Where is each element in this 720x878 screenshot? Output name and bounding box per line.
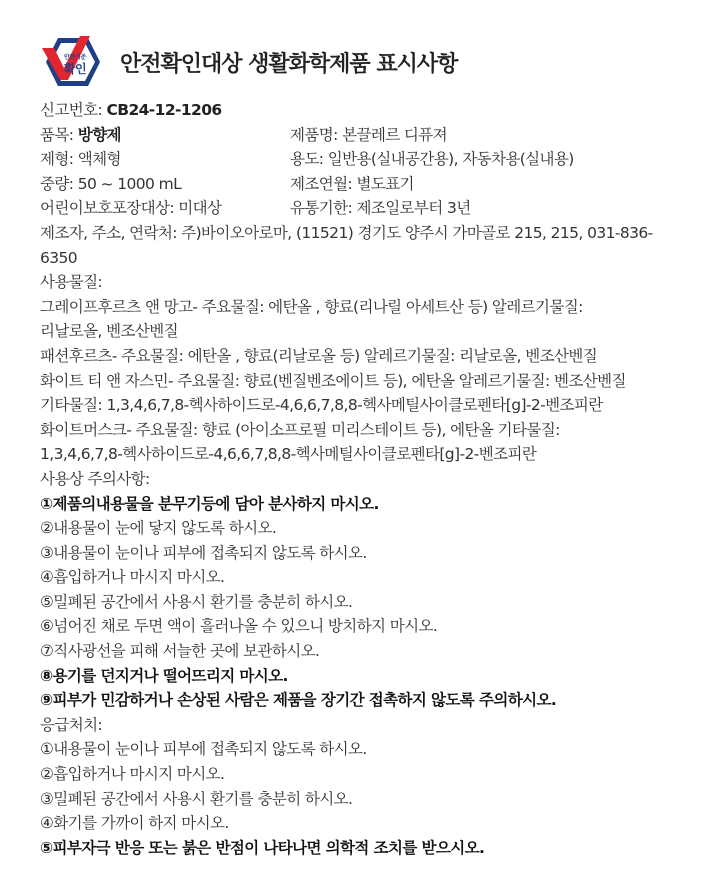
list-number: ⑤ (40, 838, 53, 857)
maker-line-1: 제조자, 주소, 연락처: 주)바이오아로마, (11521) 경기도 양주시 가마골로 215, 215, 031-836- (40, 223, 653, 242)
list-text: 용기를 던지거나 떨어뜨리지 마시오. (52, 666, 288, 685)
material-line: 패션후르츠- 주요물질: 에탄올 , 향료(리날로올 등) 알레르기물질: 리날로올, 벤조산벤질 (40, 346, 598, 365)
list-text: 흡입하거나 마시지 마시오. (53, 765, 225, 784)
usage-field: 용도: 일반용(실내공간용), 자동차용(실내용) (290, 150, 574, 169)
list-number: ③ (40, 543, 54, 562)
product-name: 제품명: 본끌레르 디퓨져 (290, 125, 448, 144)
list-text: 직사광선을 피해 서늘한 곳에 보관하시오. (53, 642, 320, 661)
caution-item (40, 639, 680, 664)
list-number: ⑧ (40, 666, 53, 685)
child-packaging-field: 어린이보호포장대상: 미대상 (40, 199, 222, 218)
list-text: 넘어진 채로 두면 액이 흘러나올 수 있으니 방치하지 마시오. (53, 617, 438, 636)
item-value: 방향제 (77, 125, 121, 144)
logo-subtext: 안전기준 (64, 54, 86, 61)
list-text: 화기를 가까이 하지 마시오. (53, 814, 229, 833)
first-aid-item (40, 762, 680, 787)
material-line: 기타물질: 1,3,4,6,7,8-헥사하이드로-4,6,6,7,8,8-헥사메틸사이클로펜타[g]-2-벤조피란 (40, 396, 603, 415)
material-line: 그레이프후르츠 앤 망고- 주요물질: 에탄올 , 향료(리나릴 아세트산 등) 알레르기물질: (40, 297, 583, 316)
maker-line-2: 6350 (40, 248, 78, 267)
expiry-field: 유통기한: 제조일로부터 3년 (290, 199, 471, 218)
caution-item (40, 688, 680, 713)
item-field (40, 123, 290, 148)
report-number-value: CB24-12-1206 (106, 101, 222, 119)
caution-item (40, 516, 680, 541)
list-text: 제품의내용물을 분무기등에 담아 분사하지 마시오. (52, 494, 379, 513)
first-aid-item (40, 836, 680, 861)
caution-item (40, 590, 680, 615)
info-row-3 (40, 172, 680, 197)
cautions-list (40, 492, 680, 713)
list-number: ④ (40, 568, 54, 587)
first-aid-list (40, 737, 680, 860)
list-text: 피부가 민감하거나 손상된 사람은 제품을 장기간 접촉하지 않도록 주의하시오. (52, 691, 557, 710)
form-field: 제형: 액체형 (40, 150, 121, 169)
cautions-heading: 사용상 주의사항: (40, 469, 150, 488)
first-aid-item (40, 737, 680, 762)
logo-text: 확인 (63, 62, 87, 76)
material-line: 리날로올, 벤조산벤질 (40, 322, 179, 341)
caution-item (40, 492, 680, 517)
material-line: 1,3,4,6,7,8-헥사하이드로-4,6,6,7,8,8-헥사메틸사이클로펜타[g]-2-벤조피란 (40, 445, 537, 464)
list-number: ⑤ (40, 592, 54, 611)
list-text: 피부자극 반응 또는 붉은 반점이 나타나면 의학적 조치를 받으시오. (52, 838, 485, 857)
safety-check-logo (40, 34, 102, 90)
header (40, 32, 457, 92)
weight-field: 중량: 50 ~ 1000 mL (40, 174, 182, 193)
materials-heading: 사용물질: (40, 273, 103, 292)
material-line: 화이트 티 앤 자스민- 주요물질: 향료(벤질벤조에이트 등), 에탄올 알레르기물질: 벤조산벤질 (40, 371, 626, 390)
materials-list (40, 295, 680, 467)
list-text: 내용물이 눈이나 피부에 접촉되지 않도록 하시오. (53, 740, 367, 759)
list-number: ⑦ (40, 642, 54, 661)
item-label: 품목: (40, 125, 78, 144)
material-line: 화이트머스크- 주요물질: 향료 (아이소프로필 미리스테이트 등), 에탄올 기타물질: (40, 420, 560, 439)
list-number: ⑨ (40, 691, 53, 710)
caution-item (40, 541, 680, 566)
list-number: ② (40, 519, 54, 538)
list-number: ④ (40, 814, 54, 833)
caution-item (40, 664, 680, 689)
first-aid-item (40, 811, 680, 836)
list-number: ③ (40, 789, 54, 808)
mfg-date-field: 제조연월: 별도표기 (290, 174, 414, 193)
report-number (40, 98, 680, 123)
list-text: 내용물이 눈에 닿지 않도록 하시오. (53, 519, 277, 538)
list-text: 밀폐된 공간에서 사용시 환기를 충분히 하시오. (53, 592, 353, 611)
list-text: 내용물이 눈이나 피부에 접촉되지 않도록 하시오. (53, 543, 367, 562)
first-aid-item (40, 787, 680, 812)
list-text: 흡입하거나 마시지 마시오. (53, 568, 225, 587)
label-content (40, 98, 680, 860)
caution-item (40, 565, 680, 590)
list-text: 밀폐된 공간에서 사용시 환기를 충분히 하시오. (53, 789, 353, 808)
info-row-1 (40, 123, 680, 148)
info-row-2 (40, 147, 680, 172)
list-number: ⑥ (40, 617, 54, 636)
list-number: ① (40, 494, 53, 513)
first-aid-heading: 응급처치: (40, 715, 103, 734)
caution-item (40, 614, 680, 639)
page-title: 안전확인대상 생활화학제품 표시사항 (120, 51, 458, 77)
list-number: ② (40, 765, 54, 784)
report-number-label: 신고번호: (40, 101, 107, 119)
list-number: ① (40, 740, 54, 759)
info-row-4 (40, 196, 680, 221)
